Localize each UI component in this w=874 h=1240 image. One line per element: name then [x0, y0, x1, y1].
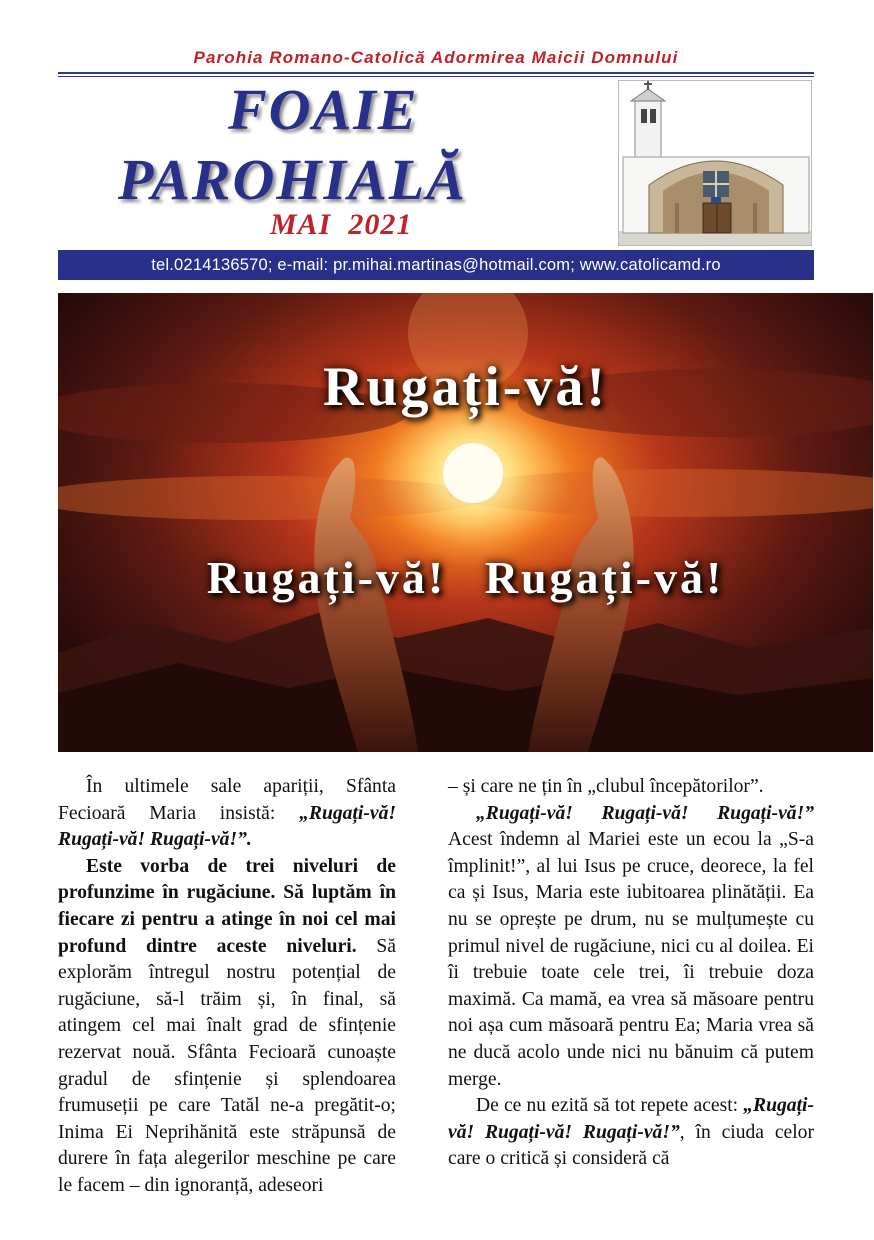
- quote: „Rugați-vă! Rugați-vă! Rugați-vă!”: [448, 1095, 814, 1143]
- paragraph-1: [58, 774, 396, 854]
- header-rule-thin: [58, 76, 814, 77]
- article-column-right: [448, 774, 814, 1173]
- masthead-line1: FOAIE: [228, 77, 419, 142]
- bold-statement: Este vorba de trei niveluri de profunzime în rugăciune. Să luptăm în fiecare zi pentru a atinge în noi cel mai profund dintre aceste niveluri.: [58, 855, 396, 957]
- paragraph-text: În ultimele sale apariții, Sfânta Fecioară Maria insistă:: [58, 776, 396, 824]
- paragraph-text: , în ciuda celor care o critică și consideră că: [448, 1121, 814, 1170]
- masthead-line2: PAROHIALĂ: [118, 147, 467, 212]
- paragraph-text: Acest îndemn al Mariei este un ecou la „S-a împlinit!”, al lui Isus pe cruce, deorece, la fel ca și Isus, Maria este iubitoarea plinătății. Ea nu se oprește pe drum, nu se mulțumește cu primul nivel de rugăciune, nici cu al doilea. Ei îi trebuie toate cele trei, îi trebuie doza maximă. Ca mamă, ea vrea să măsoare pentru noi așa cum măsoară pentru Ea; Maria vrea să ne ducă acolo unde nici nu bănuim că putem merge.: [448, 829, 814, 1090]
- parish-name: Parohia Romano-Catolică Adormirea Maicii Domnului: [193, 48, 679, 67]
- article-column-left: [58, 774, 396, 1200]
- church-photo: [618, 80, 812, 246]
- hero-image: [58, 293, 873, 752]
- header-rule: [58, 72, 814, 74]
- hero-title: Rugați-vă!: [322, 356, 609, 418]
- hero-subtitle: Rugați-vă! Rugați-vă!: [206, 552, 725, 603]
- paragraph-text: De ce nu ezită să tot repete acest:: [476, 1095, 744, 1117]
- paragraph-text: Să explorăm întregul nostru potențial de rugăciune, să-l trăim și, în final, să atingem cel mai înalt grad de sfințenie rezervat nouă. Sfânta Fecioară cunoaște gradul de sfințenie și splendoarea frumuseții pe care Tatăl ne-a pregătit-o; Inima Ei Neprihănită este străpunsă de durere în fața alegerilor meschine pe care le facem – din ignoranță, adeseori: [58, 935, 396, 1196]
- paragraph-continued: – și care ne țin în „clubul începătorilor”.: [448, 776, 764, 797]
- issue-date: MAI 2021: [270, 208, 413, 241]
- quote: „Rugați-vă! Rugați-vă! Rugați-vă!”.: [58, 802, 396, 851]
- paragraph-4: [448, 1093, 814, 1173]
- paragraph-2: [58, 854, 396, 1200]
- quote: „Rugați-vă! Rugați-vă! Rugați-vă!”: [476, 802, 814, 824]
- contact-bar: tel.0214136570; e-mail: pr.mihai.martinas@hotmail.com; www.catolicamd.ro: [58, 250, 814, 280]
- paragraph-3: [448, 801, 814, 1094]
